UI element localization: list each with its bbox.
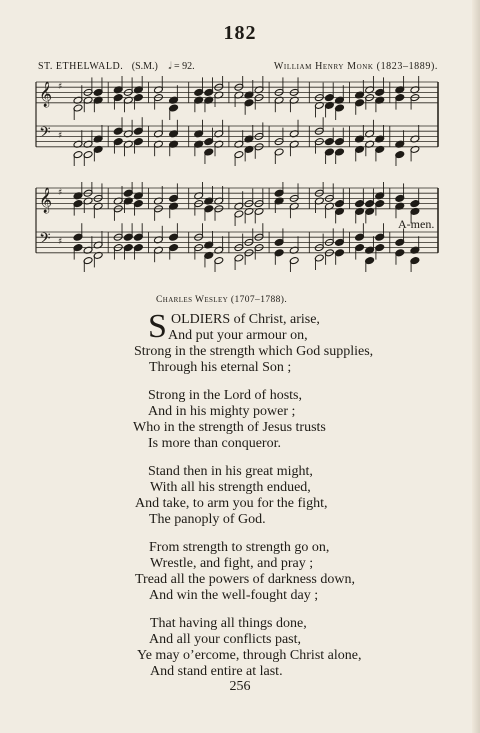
stanza-line: And stand entire at last.: [150, 664, 283, 679]
stanza-line: Who in the strength of Jesus trusts: [133, 420, 326, 435]
amen-text: A-men.: [398, 217, 435, 231]
composer-credit: William Henry Monk (1823–1889).: [273, 61, 438, 72]
stanza-line: And all your conflicts past,: [149, 632, 302, 647]
sharp-icon: ♯: [58, 237, 63, 247]
sharp-icon: ♯: [58, 188, 63, 198]
stanza-line: OLDIERS of Christ, arise,: [171, 312, 320, 327]
tune-header: [38, 61, 438, 72]
hymn-number: 182: [223, 22, 257, 44]
stanza-line: And in his mighty power ;: [148, 404, 296, 419]
treble-clef-icon: 𝄞: [39, 188, 53, 213]
music-system-1: [0, 76, 480, 166]
stanza-line: Strong in the Lord of hosts,: [148, 388, 302, 403]
stanza-line: Wrestle, and fight, and pray ;: [150, 556, 314, 571]
stanza-line: That having all things done,: [150, 616, 307, 631]
treble-clef-icon: 𝄞: [39, 82, 53, 107]
tune-name: ST. ETHELWALD.: [38, 61, 124, 72]
stanza-line: Stand then in his great might,: [148, 464, 313, 479]
stanza-line: Through his eternal Son ;: [149, 360, 292, 375]
tune-metre: (S.M.): [131, 61, 158, 72]
stanza-line: Tread all the powers of darkness down,: [135, 572, 355, 587]
sharp-icon: ♯: [58, 131, 63, 141]
stanza-line: Ye may o’ercome, through Christ alone,: [137, 648, 362, 663]
stanza-line: And take, to arm you for the fight,: [135, 496, 328, 511]
stanza-line: And win the well-fought day ;: [149, 588, 319, 603]
page-number: 256: [229, 679, 251, 694]
bass-clef-icon: 𝄢: [39, 230, 51, 251]
stanza-line: From strength to strength go on,: [149, 540, 330, 555]
sharp-icon: ♯: [58, 82, 63, 92]
stanza-line: Strong in the strength which God supplies,: [134, 344, 374, 359]
stanza-line: With all his strength endued,: [150, 480, 311, 495]
tempo-marking: 𝅗𝅥 = 92.: [168, 61, 195, 72]
stanza-line: Is more than conqueror.: [148, 436, 281, 451]
bass-clef-icon: 𝄢: [39, 124, 51, 145]
drop-cap: S: [148, 308, 167, 345]
stanza-line: And put your armour on,: [168, 328, 308, 343]
hymn-author: Charles Wesley (1707–1788).: [156, 295, 288, 305]
stanza-line: The panoply of God.: [149, 512, 266, 527]
